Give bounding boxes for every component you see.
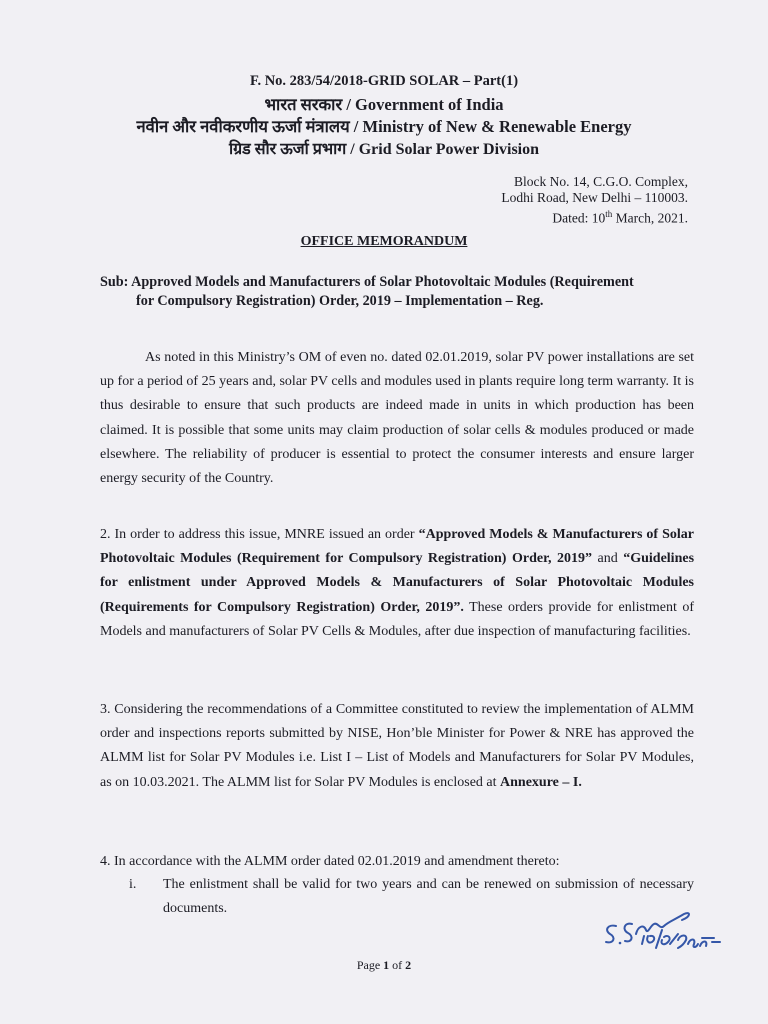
annexure-reference: Annexure – I. [500,774,582,790]
list-item-number: i. [129,877,137,892]
dated-rest: March, 2021. [612,210,688,226]
paragraph-1: As noted in this Ministry’s OM of even no. dated 02.01.2019, solar PV power installations are set up for a period of 25 years and, solar PV cells and modules used in plants require long term warranty. It is thus desirable to ensure that such products are indeed made in units in which production has been claimed. It is possible that some units may claim production of solar cells & modules produced or made elsewhere. The reliability of producer is essential to protect the consumer interests and ensure larger energy security of the Country. [100,350,694,487]
subject-line-2: for Compulsory Registration) Order, 2019 – Implementation – Reg. [136,293,544,309]
paragraph-2-rest: These orders provide for enlistment of Models and manufacturers of Solar PV Cells & Modules, after due inspection of manufacturing facilities. [100,599,694,639]
subject-line-1: Sub: Approved Models and Manufacturers of Solar Photovoltaic Modules (Requirement [100,274,634,290]
paragraph-2-intro: 2. In order to address this issue, MNRE issued an order [100,527,419,542]
subject [100,273,694,311]
address-line-1: Block No. 14, C.G.O. Complex, [514,174,688,189]
paragraph-4: 4. In accordance with the ALMM order dated 02.01.2019 and amendment thereto: [100,854,560,869]
page-prefix: Page [356,958,384,972]
signature-image [598,906,728,956]
page-mid: of [389,958,406,972]
division-title: ग्रिड सौर ऊर्जा प्रभाग / Grid Solar Power Division [228,141,540,158]
page-current: 1 [383,958,390,972]
government-title: भारत सरकार / Government of India [264,95,504,114]
file-number: F. No. 283/54/2018-GRID SOLAR – Part(1) [249,73,519,89]
dated-prefix: Dated: 10 [552,210,606,226]
memo-title: OFFICE MEMORANDUM [300,234,468,249]
page-total: 2 [405,958,412,972]
paragraph-3-text: 3. Considering the recommendations of a Committee constituted to review the implementation of ALMM order and inspections reports submitted by NISE, Hon’ble Minister for Power & NRE has approved the ALMM list for Solar PV Modules i.e. List I – List of Models and Manufacturers for Solar PV Modules, as on 10.03.2021. The ALMM list for Solar PV Modules is enclosed at [100,702,694,790]
dated-line [501,206,688,227]
paragraph-3 [100,698,694,795]
address-line-2: Lodhi Road, New Delhi – 110003. [501,190,688,205]
list-item-text: The enlistment shall be valid for two years and can be renewed on submission of necessary documents. [163,877,694,917]
paragraph-2 [100,523,694,644]
ministry-title: नवीन और नवीकरणीय ऊर्जा मंत्रालय / Ministry of New & Renewable Energy [136,117,632,136]
page-number [0,958,768,973]
dated-suffix: th [605,209,613,219]
order-title: “Approved Models & Manufacturers of Solar Photovoltaic Modules (Requirement for Compulsory Registration) Order, 2019” [100,527,694,567]
address-block [501,174,688,227]
paragraph-2-and: and [592,551,624,567]
guidelines-title: “Guidelines for enlistment under Approved Models & Manufacturers of Solar Photovoltaic Modules (Requirements for Compulsory Registration) Order, 2019”. [100,551,695,615]
